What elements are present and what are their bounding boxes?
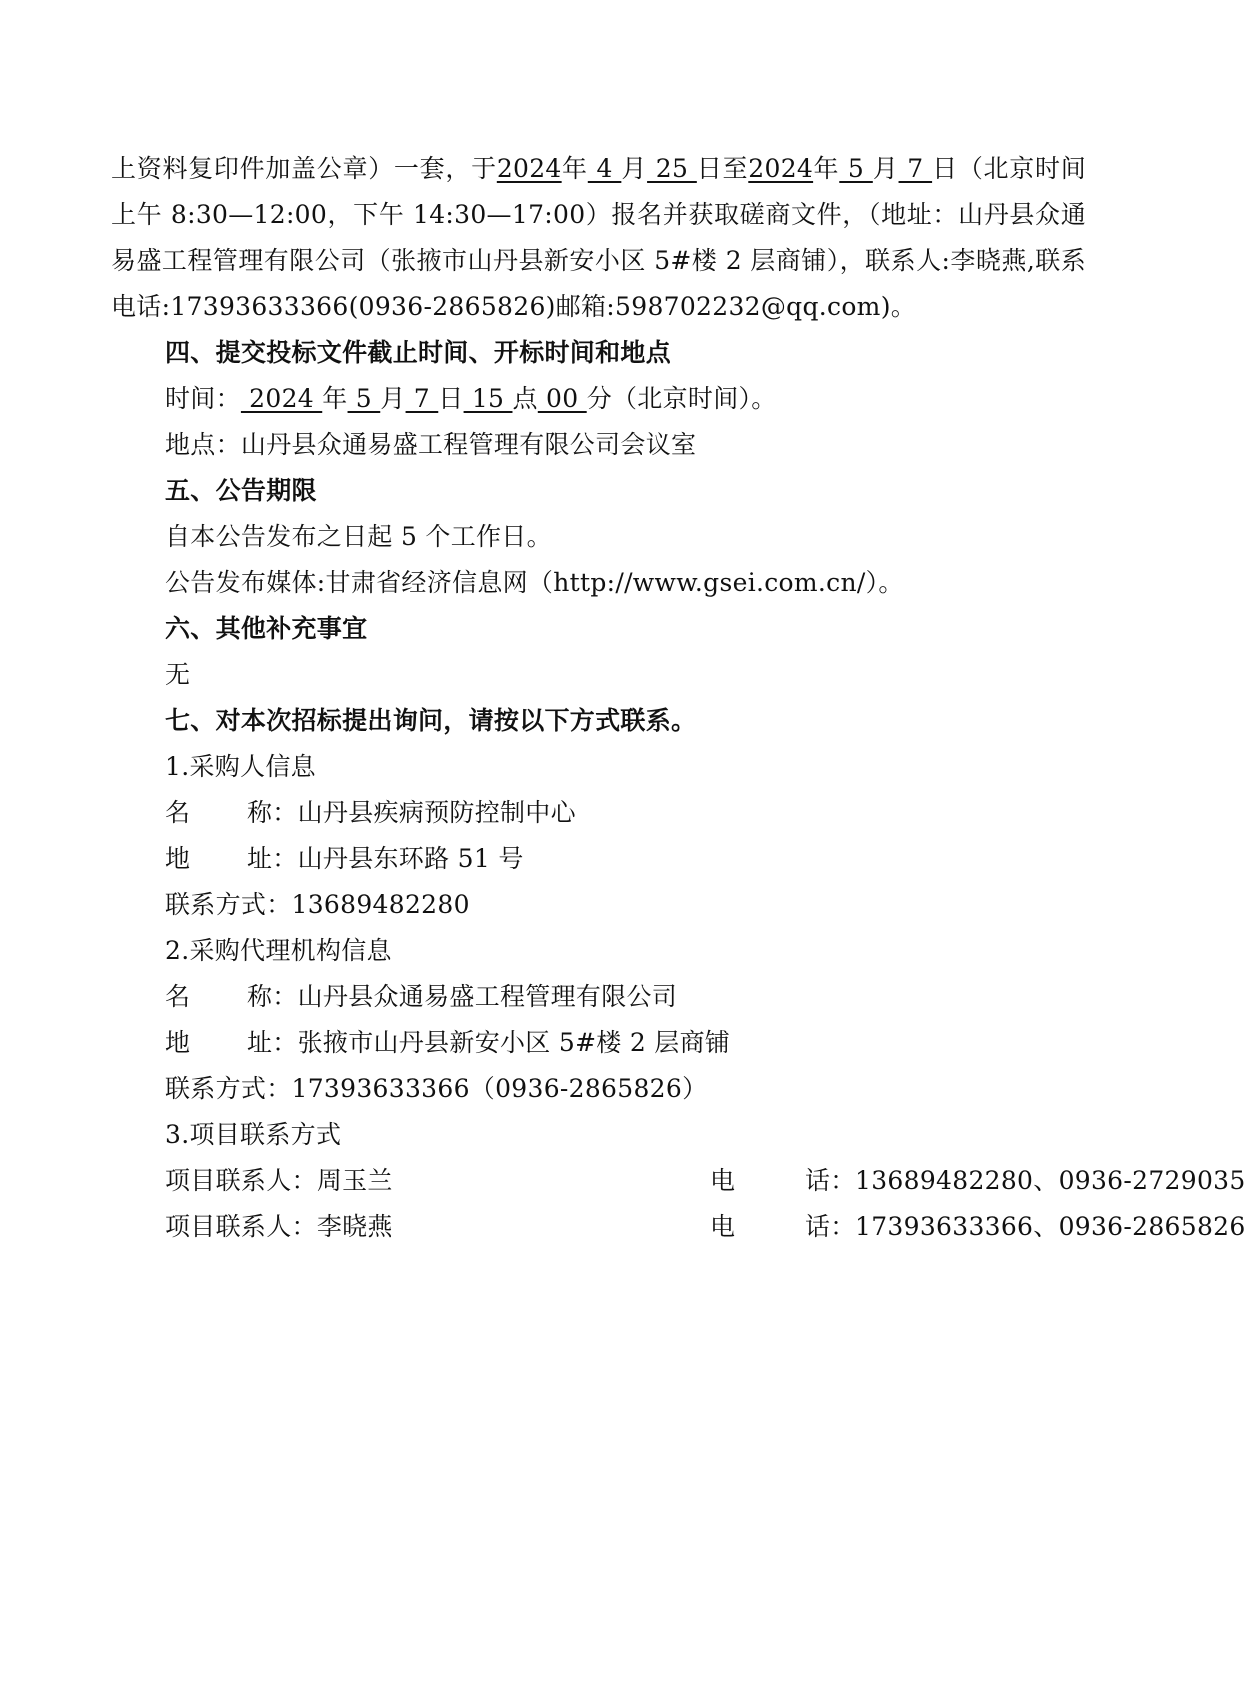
project-person-label: 项目联系人： (165, 1212, 317, 1241)
other-matters-line: 无 (165, 660, 191, 689)
start-day: 25 (647, 154, 697, 183)
address-label-b: 址： (247, 844, 298, 873)
name-label-a: 名 (165, 798, 191, 827)
intro-text-1: 上资料复印件加盖公章）一套，于 (111, 154, 497, 183)
start-month: 4 (587, 154, 622, 183)
month-unit: 月 (380, 384, 406, 413)
contact-label: 联系方式： (165, 1074, 292, 1103)
address-label-a: 地 (165, 844, 191, 873)
end-year: 2024 (748, 154, 814, 183)
section-4-heading: 四、提交投标文件截止时间、开标时间和地点 (165, 338, 672, 367)
section-7-heading: 七、对本次招标提出询问，请按以下方式联系。 (165, 706, 697, 735)
minute-unit: 分（北京时间）。 (586, 384, 777, 413)
name-label-b: 称： (247, 982, 298, 1011)
deadline-minute: 00 (537, 384, 587, 413)
deadline-hour: 15 (463, 384, 513, 413)
project-contact-row (165, 1204, 1246, 1250)
buyer-name: 山丹县疾病预防控制中心 (297, 798, 576, 827)
phone-label-group (710, 1158, 856, 1204)
buyer-contact-line (165, 882, 470, 928)
start-year: 2024 (496, 154, 562, 183)
address-label-a: 地 (165, 1028, 191, 1057)
registration-paragraph (111, 146, 1086, 330)
phone-label-a: 电 (710, 1166, 736, 1195)
deadline-month: 5 (347, 384, 381, 413)
agent-address: 张掖市山丹县新安小区 5#楼 2 层商铺 (297, 1028, 731, 1057)
buyer-contact: 13689482280 (291, 890, 470, 919)
buyer-address: 山丹县东环路 51 号 (297, 844, 524, 873)
contact-label: 联系方式： (165, 890, 292, 919)
project-phone: 13689482280、0936-2729035 (855, 1166, 1246, 1195)
agent-name-line (165, 974, 677, 1020)
agent-contact-line (165, 1066, 707, 1112)
agent-address-line (165, 1020, 730, 1066)
project-contact-title: 3.项目联系方式 (165, 1120, 342, 1149)
section-6-heading: 六、其他补充事宜 (165, 614, 368, 643)
section-5-heading: 五、公告期限 (165, 476, 317, 505)
intro-text-7: 日（北京时间上午 8:30—12:00，下午 14:30—17:00）报名并获取磋商文件，（地址：山丹县众通易盛工程管理有限公司（张掖市山丹县新安小区 5#楼 2 层商铺），联系人:李晓燕,联系电话:17393633366(0936-2865826)邮箱:598702232@qq.com)。 (111, 154, 1086, 321)
buyer-address-line (165, 836, 524, 882)
project-contact-row (165, 1158, 1246, 1204)
phone-label-b: 话： (805, 1166, 856, 1195)
phone-label-a: 电 (710, 1212, 736, 1241)
project-person-name: 周玉兰 (316, 1166, 393, 1195)
project-phone: 17393633366、0936-2865826 (855, 1212, 1246, 1241)
intro-text-2: 年 (561, 154, 588, 183)
agent-info-title: 2.采购代理机构信息 (165, 936, 392, 965)
address-label-b: 址： (247, 1028, 298, 1057)
deadline-place-line: 地点：山丹县众通易盛工程管理有限公司会议室 (165, 430, 697, 459)
phone-label-group (710, 1204, 856, 1250)
intro-text-5: 年 (813, 154, 840, 183)
notice-media-line: 公告发布媒体:甘肃省经济信息网（http://www.gsei.com.cn/）。 (165, 568, 904, 597)
agent-contact: 17393633366（0936-2865826） (291, 1074, 708, 1103)
end-day: 7 (898, 154, 933, 183)
intro-text-6: 月 (872, 154, 899, 183)
name-label-a: 名 (165, 982, 191, 1011)
intro-text-3: 月 (621, 154, 648, 183)
name-label-b: 称： (247, 798, 298, 827)
deadline-year: 2024 (240, 384, 323, 413)
end-month: 5 (839, 154, 873, 183)
project-person-name: 李晓燕 (316, 1212, 393, 1241)
time-label: 时间： (165, 384, 241, 413)
deadline-day: 7 (405, 384, 439, 413)
deadline-time-line (165, 376, 777, 422)
phone-label-b: 话： (805, 1212, 856, 1241)
buyer-name-line (165, 790, 576, 836)
intro-text-4: 日至 (696, 154, 749, 183)
project-person-label: 项目联系人： (165, 1166, 317, 1195)
notice-period-line: 自本公告发布之日起 5 个工作日。 (165, 522, 552, 551)
agent-name: 山丹县众通易盛工程管理有限公司 (297, 982, 678, 1011)
hour-unit: 点 (512, 384, 538, 413)
year-unit: 年 (322, 384, 348, 413)
buyer-info-title: 1.采购人信息 (165, 752, 316, 781)
day-unit: 日 (438, 384, 464, 413)
